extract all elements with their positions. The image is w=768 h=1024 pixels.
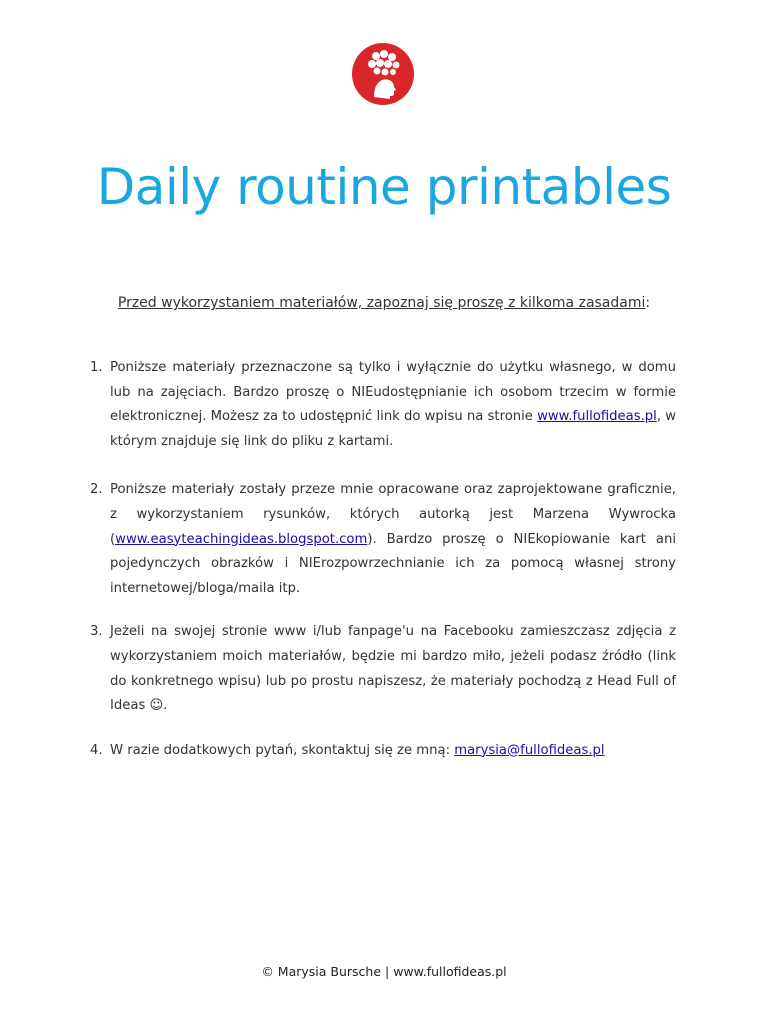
fullofideas-link[interactable]: www.fullofideas.pl	[537, 409, 657, 425]
rule-item-3	[86, 620, 676, 718]
rule-item-4	[86, 739, 676, 764]
head-full-of-ideas-logo-icon	[352, 43, 414, 105]
rule-number: 3.	[90, 624, 103, 640]
rule-item-2	[86, 478, 676, 601]
rule-text-end: ). Bardzo proszę o NIEkopiowanie kart ani pojedynczych obrazków i NIErozpowrzechnianie ich za pomocą własnej strony internetowej/bloga/maila itp.	[110, 531, 676, 596]
footer-copyright: © Marysia Bursche | www.fullofideas.pl	[261, 964, 507, 979]
rules-list	[86, 356, 676, 763]
rule-text: Poniższe materiały przeznaczone są tylko i wyłącznie do użytku własnego, w domu lub na zajęciach. Bardzo proszę o NIEudostępnianie ich osobom trzecim w formie elektronicznej. Możesz za to udostępnić link do wpisu na stronie	[110, 360, 676, 425]
email-link[interactable]: marysia@fullofideas.pl	[454, 742, 605, 758]
rule-number: 1.	[90, 360, 103, 375]
rule-number: 4.	[90, 742, 103, 758]
page-title: Daily routine printables	[96, 158, 672, 216]
rule-text: Poniższe materiały zostały przeze mnie opracowane oraz zaprojektowane graficznie, z wykorzystaniem rysunków, których autorką jest Marzena Wywrocka (	[110, 482, 676, 547]
intro-colon: :	[645, 295, 651, 311]
rule-text: Jeżeli na swojej stronie www i/lub fanpage'u na Facebooku zamieszczasz zdjęcia z wykorzystaniem moich materiałów, będzie mi bardzo miło, jeżeli podasz źródło (link do konkretnego wpisu) lub po prostu napiszesz, że materiały pochodzą z Head Full of Ideas ☺.	[110, 624, 676, 714]
easyteachingideas-link[interactable]: www.easyteachingideas.blogspot.com	[115, 531, 368, 547]
intro-line	[0, 295, 768, 311]
rule-item-1	[86, 356, 676, 454]
intro-text: Przed wykorzystaniem materiałów, zapoznaj się proszę z kilkoma zasadami	[117, 295, 646, 311]
rule-number: 2.	[90, 482, 103, 498]
rule-text-end: , w którym znajduje się link do pliku z kartami.	[110, 409, 676, 449]
rule-text: W razie dodatkowych pytań, skontaktuj się ze mną:	[110, 742, 455, 758]
